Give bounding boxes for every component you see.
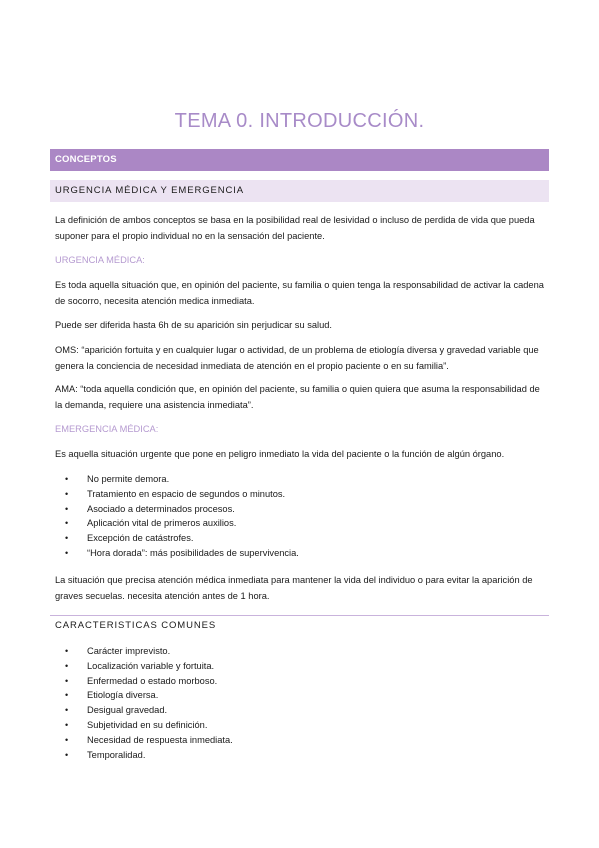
list-item: • Desigual gravedad. [55, 703, 233, 718]
list-item: • Necesidad de respuesta inmediata. [55, 733, 233, 748]
list-item: • Carácter imprevisto. [55, 644, 233, 659]
list-item: • Localización variable y fortuita. [55, 659, 233, 674]
bullet-icon: • [65, 474, 69, 484]
bullet-icon: • [65, 547, 69, 558]
list-item: • Etiología diversa. [55, 688, 233, 703]
bullet-icon: • [65, 675, 69, 686]
urgencia-heading: URGENCIA MÉDICA: [55, 255, 145, 265]
subsection-header-urgencia-emergencia: URGENCIA MÉDICA Y EMERGENCIA [50, 180, 549, 202]
section-header-conceptos: CONCEPTOS [50, 149, 549, 171]
list-item: • Aplicación vital de primeros auxilios. [55, 516, 299, 531]
emergencia-bullet-list [55, 472, 299, 561]
list-item: • Asociado a determinados procesos. [55, 502, 299, 517]
oms-definition-paragraph: OMS: “aparición fortuita y en cualquier lugar o actividad, de un problema de etiología diversa y gravedad variable que genera la conciencia de necesidad inmediata de atención en el propio paciente o en su familia”. [55, 345, 539, 371]
emergencia-summary-paragraph: La situación que precisa atención médica inmediata para mantener la vida del individuo o para evitar la aparición de graves secuelas. necesita atención antes de 1 hora. [55, 575, 533, 601]
bullet-icon: • [65, 533, 69, 544]
urgencia-diferida-paragraph: Puede ser diferida hasta 6h de su aparición sin perjudicar su salud. [55, 320, 333, 330]
list-item: • Temporalidad. [55, 748, 233, 763]
urgencia-definition-paragraph: Es toda aquella situación que, en opinión del paciente, su familia o quien tenga la responsabilidad de activar la cadena de socorro, necesita atención medica inmediata. [55, 280, 544, 306]
bullet-icon: • [65, 646, 69, 656]
intro-paragraph: La definición de ambos conceptos se basa en la posibilidad real de lesividad o incluso de perdida de vida que pueda suponer para el propio individual no en la sensación del paciente. [55, 215, 535, 241]
emergencia-heading: EMERGENCIA MÉDICA: [55, 424, 159, 434]
bullet-icon: • [65, 660, 69, 671]
list-item: • Tratamiento en espacio de segundos o minutos. [55, 487, 299, 502]
list-item: • “Hora dorada”: más posibilidades de supervivencia. [55, 546, 299, 561]
emergencia-definition-paragraph: Es aquella situación urgente que pone en peligro inmediato la vida del paciente o la función de algún órgano. [55, 449, 505, 459]
bullet-icon: • [65, 705, 69, 716]
page-title: TEMA 0. INTRODUCCIÓN. [174, 110, 425, 132]
bullet-icon: • [65, 503, 69, 514]
caracteristicas-bullet-list [55, 644, 233, 762]
ama-definition-paragraph: AMA: “toda aquella condición que, en opinión del paciente, su familia o quien quiera que asuma la responsabilidad de la demanda, requiere una asistencia inmediata”. [55, 384, 540, 410]
subsection-header-caracteristicas: CARACTERISTICAS COMUNES [50, 615, 549, 635]
list-item: • Subjetividad en su definición. [55, 718, 233, 733]
list-item: • Enfermedad o estado morboso. [55, 674, 233, 689]
list-item: • Excepción de catástrofes. [55, 531, 299, 546]
bullet-icon: • [65, 734, 69, 745]
bullet-icon: • [65, 719, 69, 730]
bullet-icon: • [65, 690, 69, 701]
bullet-icon: • [65, 749, 69, 760]
bullet-icon: • [65, 518, 69, 529]
bullet-icon: • [65, 488, 69, 499]
list-item: • No permite demora. [55, 472, 299, 487]
